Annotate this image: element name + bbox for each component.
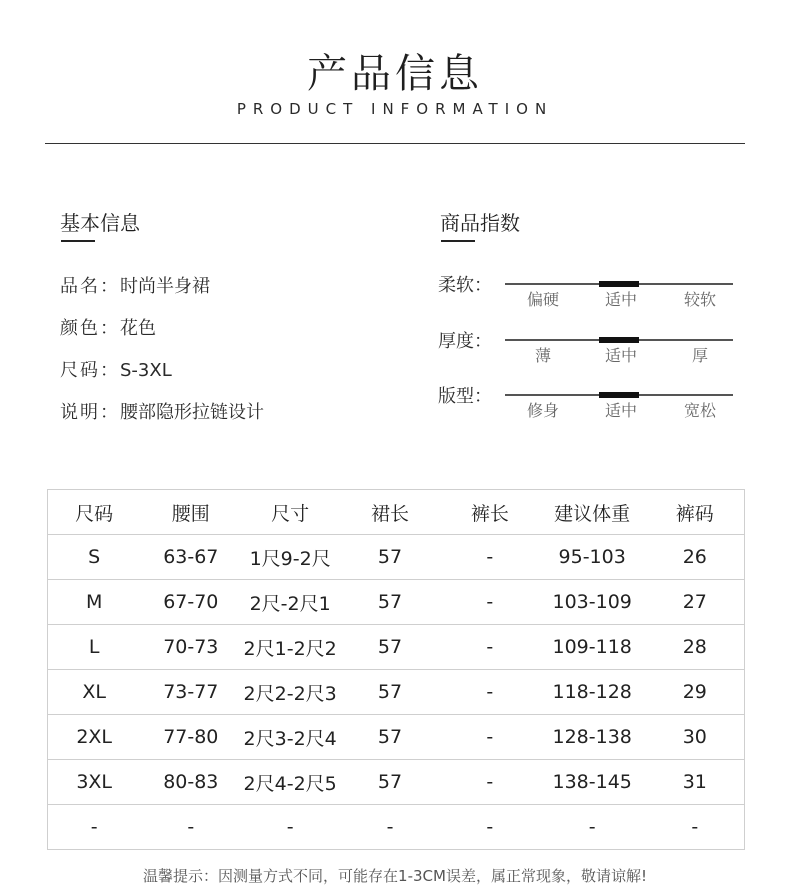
index-label: 柔软： xyxy=(438,275,492,296)
table-row xyxy=(48,805,745,850)
table-cell: 1尺9-2尺 xyxy=(241,535,339,580)
page-title: 产品信息 xyxy=(307,51,483,97)
table-cell: - xyxy=(441,670,539,715)
table-row xyxy=(48,715,745,760)
table-cell: - xyxy=(539,805,646,850)
index-option: 厚 xyxy=(691,346,708,365)
table-row xyxy=(48,760,745,805)
table-cell: 138-145 xyxy=(539,760,646,805)
basic-info-title: 基本信息 xyxy=(60,211,140,235)
row-label: 品名： xyxy=(60,276,120,297)
table-cell: XL xyxy=(48,670,141,715)
basic-info-row-color xyxy=(60,314,156,340)
row-label: 颜色： xyxy=(60,318,120,339)
table-cell: 2XL xyxy=(48,715,141,760)
table-cell: - xyxy=(441,625,539,670)
measurement-note: 温馨提示：因测量方式不同，可能存在1-3CM误差，属正常现象，敬请谅解! xyxy=(143,867,647,885)
basic-info-underline xyxy=(61,240,95,242)
index-row-softness xyxy=(438,271,738,311)
table-cell: - xyxy=(441,580,539,625)
row-value: 花色 xyxy=(120,318,156,339)
table-row xyxy=(48,670,745,715)
table-cell: - xyxy=(339,805,441,850)
table-cell: 57 xyxy=(339,625,441,670)
index-option: 适中 xyxy=(604,290,637,309)
table-cell: 2尺4-2尺5 xyxy=(241,760,339,805)
table-cell: - xyxy=(241,805,339,850)
index-option: 适中 xyxy=(604,346,637,365)
table-cell: 77-80 xyxy=(140,715,241,760)
table-cell: - xyxy=(646,805,745,850)
table-header-row xyxy=(48,490,745,535)
table-cell: - xyxy=(441,760,539,805)
table-cell: - xyxy=(140,805,241,850)
table-cell: - xyxy=(441,715,539,760)
table-cell: - xyxy=(441,805,539,850)
table-cell: 63-67 xyxy=(140,535,241,580)
table-header-cell: 腰围 xyxy=(140,490,241,535)
index-option: 宽松 xyxy=(683,401,716,420)
page-subtitle: PRODUCT INFORMATION xyxy=(236,100,554,118)
table-cell: 2尺3-2尺4 xyxy=(241,715,339,760)
table-cell: 118-128 xyxy=(539,670,646,715)
table-cell: 109-118 xyxy=(539,625,646,670)
table-cell: L xyxy=(48,625,141,670)
row-value: 腰部隐形拉链设计 xyxy=(120,402,264,423)
basic-info-row-desc xyxy=(60,398,264,424)
table-cell: 28 xyxy=(646,625,745,670)
table-header-cell: 裤长 xyxy=(441,490,539,535)
index-option: 较软 xyxy=(683,290,716,309)
table-cell: 73-77 xyxy=(140,670,241,715)
table-header-cell: 建议体重 xyxy=(539,490,646,535)
table-cell: 3XL xyxy=(48,760,141,805)
table-cell: 57 xyxy=(339,760,441,805)
basic-info-row-size xyxy=(60,356,172,382)
table-cell: 57 xyxy=(339,535,441,580)
index-option: 偏硬 xyxy=(526,290,559,309)
table-cell: 103-109 xyxy=(539,580,646,625)
table-cell: M xyxy=(48,580,141,625)
table-cell: 26 xyxy=(646,535,745,580)
size-table xyxy=(47,489,745,850)
index-option: 薄 xyxy=(534,346,551,365)
basic-info-row-name xyxy=(60,272,210,298)
product-index-title: 商品指数 xyxy=(440,211,520,235)
index-label: 版型： xyxy=(438,386,492,407)
table-cell: 70-73 xyxy=(140,625,241,670)
table-cell: - xyxy=(48,805,141,850)
table-header-cell: 裤码 xyxy=(646,490,745,535)
table-cell: 29 xyxy=(646,670,745,715)
table-header-cell: 尺码 xyxy=(48,490,141,535)
row-value: 时尚半身裙 xyxy=(120,276,210,297)
index-label: 厚度： xyxy=(438,331,492,352)
table-cell: 2尺1-2尺2 xyxy=(241,625,339,670)
index-row-fit xyxy=(438,382,738,422)
table-cell: 30 xyxy=(646,715,745,760)
table-row xyxy=(48,580,745,625)
header-divider xyxy=(45,143,745,144)
table-cell: - xyxy=(441,535,539,580)
table-cell: 95-103 xyxy=(539,535,646,580)
table-cell: 2尺-2尺1 xyxy=(241,580,339,625)
index-option: 适中 xyxy=(604,401,637,420)
row-value: S-3XL xyxy=(120,360,172,381)
table-cell: 57 xyxy=(339,715,441,760)
table-cell: 2尺2-2尺3 xyxy=(241,670,339,715)
table-header-cell: 尺寸 xyxy=(241,490,339,535)
table-header-cell: 裙长 xyxy=(339,490,441,535)
table-row xyxy=(48,535,745,580)
row-label: 说明： xyxy=(60,402,120,423)
index-option: 修身 xyxy=(526,401,559,420)
table-cell: 31 xyxy=(646,760,745,805)
table-cell: 128-138 xyxy=(539,715,646,760)
product-index-underline xyxy=(441,240,475,242)
table-cell: 57 xyxy=(339,580,441,625)
row-label: 尺码： xyxy=(60,360,120,381)
table-cell: 27 xyxy=(646,580,745,625)
table-row xyxy=(48,625,745,670)
table-cell: 80-83 xyxy=(140,760,241,805)
table-cell: 67-70 xyxy=(140,580,241,625)
table-cell: 57 xyxy=(339,670,441,715)
table-cell: S xyxy=(48,535,141,580)
index-row-thickness xyxy=(438,327,738,367)
